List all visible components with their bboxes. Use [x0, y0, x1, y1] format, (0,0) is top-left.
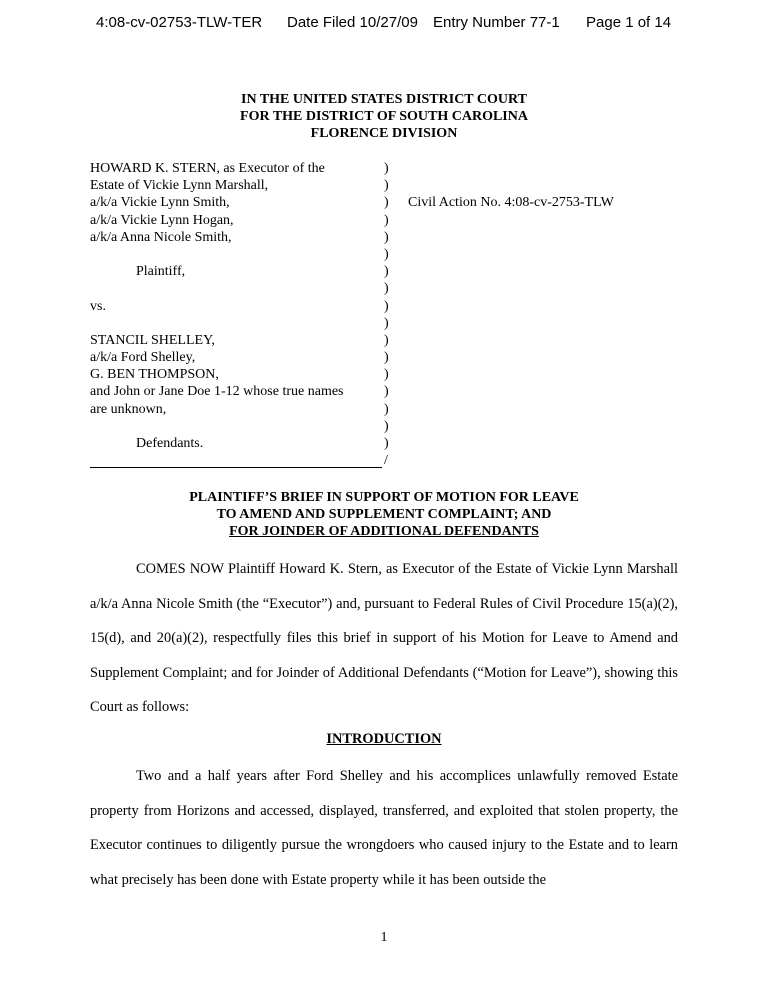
plaintiff-line: HOWARD K. STERN, as Executor of the: [90, 161, 325, 176]
court-line-2: FOR THE DISTRICT OF SOUTH CAROLINA: [240, 109, 528, 124]
caption-paren: ): [384, 401, 389, 417]
page-number: 1: [380, 930, 388, 945]
caption-paren: ): [384, 229, 389, 245]
introduction-heading: INTRODUCTION: [326, 731, 442, 747]
versus-label: vs.: [90, 298, 106, 314]
filing-header: [0, 14, 768, 34]
spacer: [90, 246, 386, 263]
caption-paren: ): [384, 418, 389, 434]
caption-paren: ): [384, 384, 389, 400]
court-line-3: FLORENCE DIVISION: [310, 126, 458, 141]
court-heading: [0, 91, 768, 142]
caption-paren: ): [384, 178, 389, 194]
defendant-label: Defendants.: [136, 436, 204, 451]
caption-paren: ): [384, 350, 389, 366]
caption-paren: ): [384, 367, 389, 383]
plaintiff-line: Estate of Vickie Lynn Marshall,: [90, 178, 269, 194]
case-number: 4:08-cv-02753-TLW-TER: [96, 14, 263, 31]
date-filed: Date Filed 10/27/09: [287, 14, 418, 31]
brief-title: [0, 489, 768, 540]
caption-paren: ): [384, 281, 389, 297]
plaintiff-line: a/k/a Vickie Lynn Smith,: [90, 195, 230, 211]
title-line-1: PLAINTIFF’S BRIEF IN SUPPORT OF MOTION FOR LEAVE: [189, 490, 579, 505]
caption-paren: ): [384, 264, 389, 280]
defendant-line: STANCIL SHELLEY,: [90, 332, 215, 348]
spacer: [90, 418, 386, 435]
caption-paren: ): [384, 315, 389, 331]
party-block: [90, 160, 386, 452]
defendant-line: a/k/a Ford Shelley,: [90, 350, 196, 366]
caption-divider: [90, 467, 382, 468]
title-line-2: TO AMEND AND SUPPLEMENT COMPLAINT; AND: [216, 507, 552, 522]
introduction-paragraph: Two and a half years after Ford Shelley and his accomplices unlawfully removed Estate property from Horizons and accessed, displayed, transferred, and exploited that stolen property, the Executor continues to diligently pursue the wrongdoers who caused injury to the Estate and to learn what precisely has been done with Estate property while it has been outside the: [90, 768, 678, 888]
caption-paren: ): [384, 298, 389, 314]
defendant-line: G. BEN THOMPSON,: [90, 367, 219, 383]
civil-action-number: Civil Action No. 4:08-cv-2753-TLW: [408, 195, 614, 211]
plaintiff-line: a/k/a Anna Nicole Smith,: [90, 229, 232, 245]
spacer: [90, 315, 386, 332]
caption-paren: ): [384, 195, 389, 211]
caption-paren: ): [384, 332, 389, 348]
title-line-3: FOR JOINDER OF ADDITIONAL DEFENDANTS: [229, 524, 539, 539]
caption-parentheses: [384, 160, 389, 469]
defendant-line: and John or Jane Doe 1-12 whose true names: [90, 384, 344, 400]
caption-paren: ): [384, 212, 389, 228]
caption-paren: ): [384, 161, 389, 176]
page-count: Page 1 of 14: [586, 14, 672, 31]
plaintiff-label: Plaintiff,: [136, 264, 186, 280]
entry-number: Entry Number 77-1: [433, 14, 560, 31]
opening-paragraph: COMES NOW Plaintiff Howard K. Stern, as Executor of the Estate of Vickie Lynn Marshall a/k/a Anna Nicole Smith (the “Executor”) and, pursuant to Federal Rules of Civil Procedure 15(a)(2), 15(d), and 20(a)(2), respectfully files this brief in support of his Motion for Leave to Amend and Supplement Complaint; and for Joinder of Additional Defendants (“Motion for Leave”), showing this Court as follows:: [90, 561, 678, 715]
plaintiff-line: a/k/a Vickie Lynn Hogan,: [90, 212, 234, 228]
spacer: [90, 280, 386, 297]
caption-paren: ): [384, 436, 389, 451]
court-line-1: IN THE UNITED STATES DISTRICT COURT: [241, 92, 527, 107]
case-caption: [90, 160, 690, 472]
caption-slash: /: [384, 453, 388, 469]
defendant-line: are unknown,: [90, 401, 167, 417]
caption-paren: ): [384, 246, 389, 262]
